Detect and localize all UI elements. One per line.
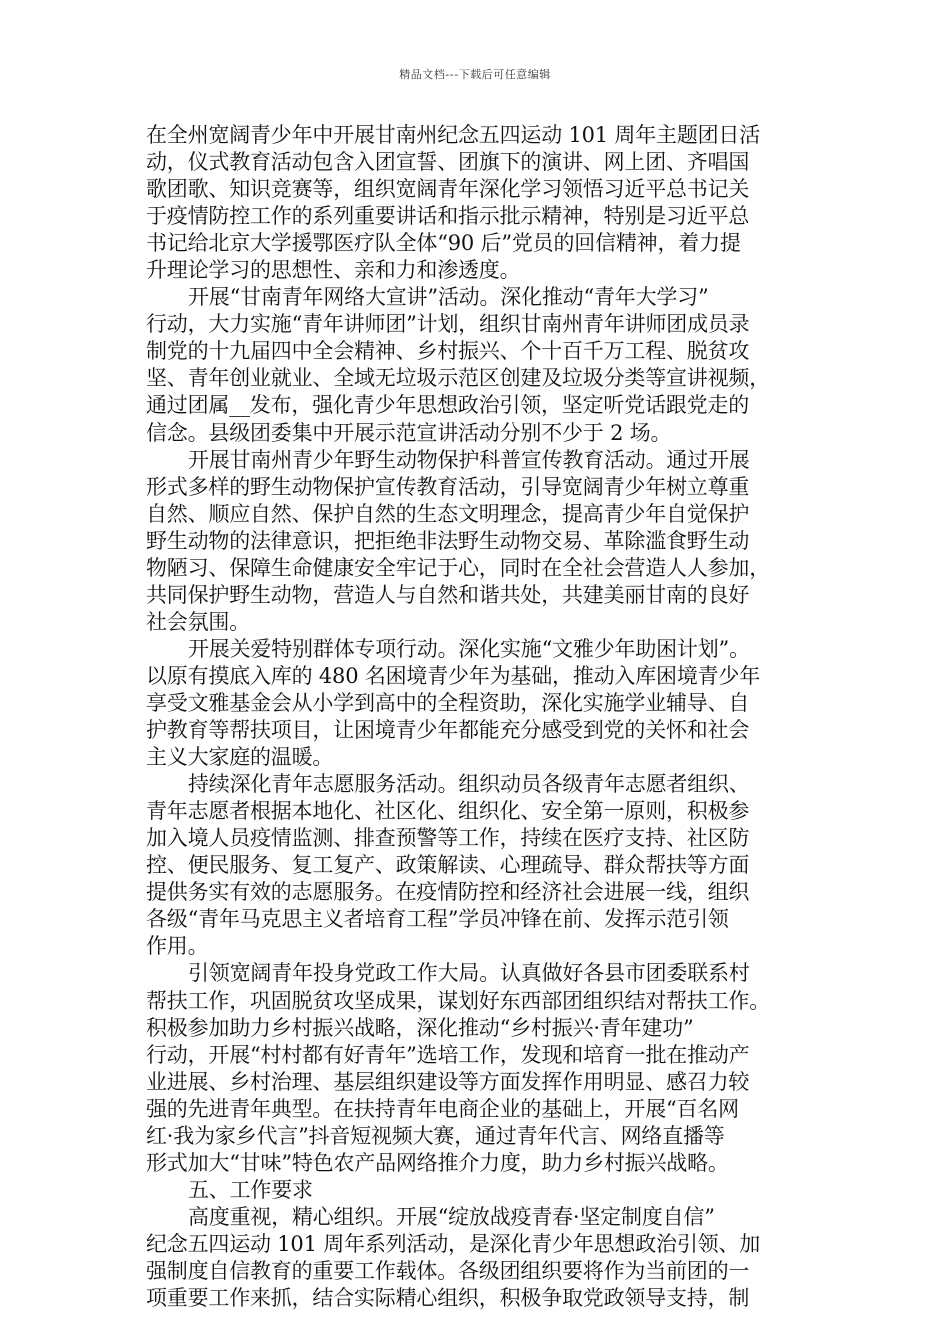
document-body [146,122,818,1312]
text-line: 坚、青年创业就业、全域无垃圾示范区创建及垃圾分类等宣讲视频， [146,366,770,391]
text-line: 护教育等帮扶项目，让困境青少年都能充分感受到党的关怀和社会 [146,718,750,743]
text-line: 提供务实有效的志愿服务。在疫情防控和经济社会进展一线，组织 [146,880,750,905]
text-line: 积极参加助力乡村振兴战略，深化推动“乡村振兴·青年建功” [146,1015,694,1040]
text-line: 以原有摸底入库的 480 名困境青少年为基础，推动入库困境青少年 [146,663,761,688]
text-line: 业进展、乡村治理、基层组织建设等方面发挥作用明显、感召力较 [146,1069,750,1094]
text-line: 形式多样的野生动物保护宣传教育活动，引导宽阔青少年树立尊重 [146,474,750,499]
page-header: 精品文档---下载后可任意编辑 [399,68,551,81]
text-line: 加入境人员疫情监测、排查预警等工作，持续在医疗支持、社区防 [146,826,750,851]
text-line: 各级“青年马克思主义者培育工程”学员冲锋在前、发挥示范引领 [146,907,729,932]
text-line: 控、便民服务、复工复产、政策解读、心理疏导、群众帮扶等方面 [146,853,750,878]
text-line: 信念。县级团委集中开展示范宣讲活动分别不少于 2 场。 [146,420,672,445]
text-line: 作用。 [146,934,209,959]
text-line: 项重要工作来抓，结合实际精心组织，积极争取党政领导支持，制 [146,1286,750,1311]
text-line: 社会氛围。 [146,609,250,634]
text-line: 野生动物的法律意识，把拒绝非法野生动物交易、革除滥食野生动 [146,528,750,553]
text-line: 行动，开展“村村都有好青年”选培工作，发现和培育一批在推动产 [146,1042,750,1067]
text-line: 行动，大力实施“青年讲师团”计划，组织甘南州青年讲师团成员录 [146,312,750,337]
text-line: 红·我为家乡代言”抖音短视频大赛，通过青年代言、网络直播等 [146,1123,725,1148]
text-line: 书记给北京大学援鄂医疗队全体“90 后”党员的回信精神，着力提 [146,231,741,256]
text-line: 帮扶工作，巩固脱贫攻坚成果，谋划好东西部团组织结对帮扶工作。 [146,988,770,1013]
text-line: 强的先进青年典型。在扶持青年电商企业的基础上，开展“百名网 [146,1096,739,1121]
text-line: 物陋习、保障生命健康安全牢记于心，同时在全社会营造人人参加， [146,555,770,580]
text-line: 开展甘南州青少年野生动物保护科普宣传教育活动。通过开展 [188,447,750,472]
text-line: 引领宽阔青年投身党政工作大局。认真做好各县市团委联系村 [188,961,750,986]
text-line: 青年志愿者根据本地化、社区化、组织化、安全第一原则，积极参 [146,799,750,824]
text-line: 于疫情防控工作的系列重要讲话和指示批示精神，特别是习近平总 [146,204,750,229]
text-line: 在全州宽阔青少年中开展甘南州纪念五四运动 101 周年主题团日活 [146,123,761,147]
text-line: 形式加大“甘味”特色农产品网络推介力度，助力乡村振兴战略。 [146,1150,729,1175]
text-line: 升理论学习的思想性、亲和力和渗透度。 [146,258,521,283]
text-line: 通过团属__发布，强化青少年思想政治引领，坚定听党话跟党走的 [146,393,749,418]
text-line: 主义大家庭的温暖。 [146,745,334,770]
text-line: 纪念五四运动 101 周年系列活动，是深化青少年思想政治引领、加 [146,1231,761,1256]
text-line: 动，仪式教育活动包含入团宣誓、团旗下的演讲、网上团、齐唱国 [146,150,750,175]
text-line: 共同保护野生动物，营造人与自然和谐共处，共建美丽甘南的良好 [146,582,750,607]
text-line: 制党的十九届四中全会精神、乡村振兴、个十百千万工程、脱贫攻 [146,339,750,364]
text-line: 开展“甘南青年网络大宣讲”活动。深化推动“青年大学习” [188,285,709,310]
text-line: 自然、顺应自然、保护自然的生态文明理念，提高青少年自觉保护 [146,501,750,526]
text-line: 强制度自信教育的重要工作载体。各级团组织要将作为当前团的一 [146,1258,750,1283]
text-line: 享受文雅基金会从小学到高中的全程资助，深化实施学业辅导、自 [146,690,750,715]
text-line: 高度重视，精心组织。开展“绽放战疫青春·坚定制度自信” [188,1204,715,1229]
text-line: 开展关爱特别群体专项行动。深化实施“文雅少年助困计划”。 [188,636,750,661]
text-line: 歌团歌、知识竞赛等，组织宽阔青年深化学习领悟习近平总书记关 [146,177,750,202]
text-line: 五、工作要求 [188,1177,313,1202]
text-line: 持续深化青年志愿服务活动。组织动员各级青年志愿者组织、 [188,772,750,797]
